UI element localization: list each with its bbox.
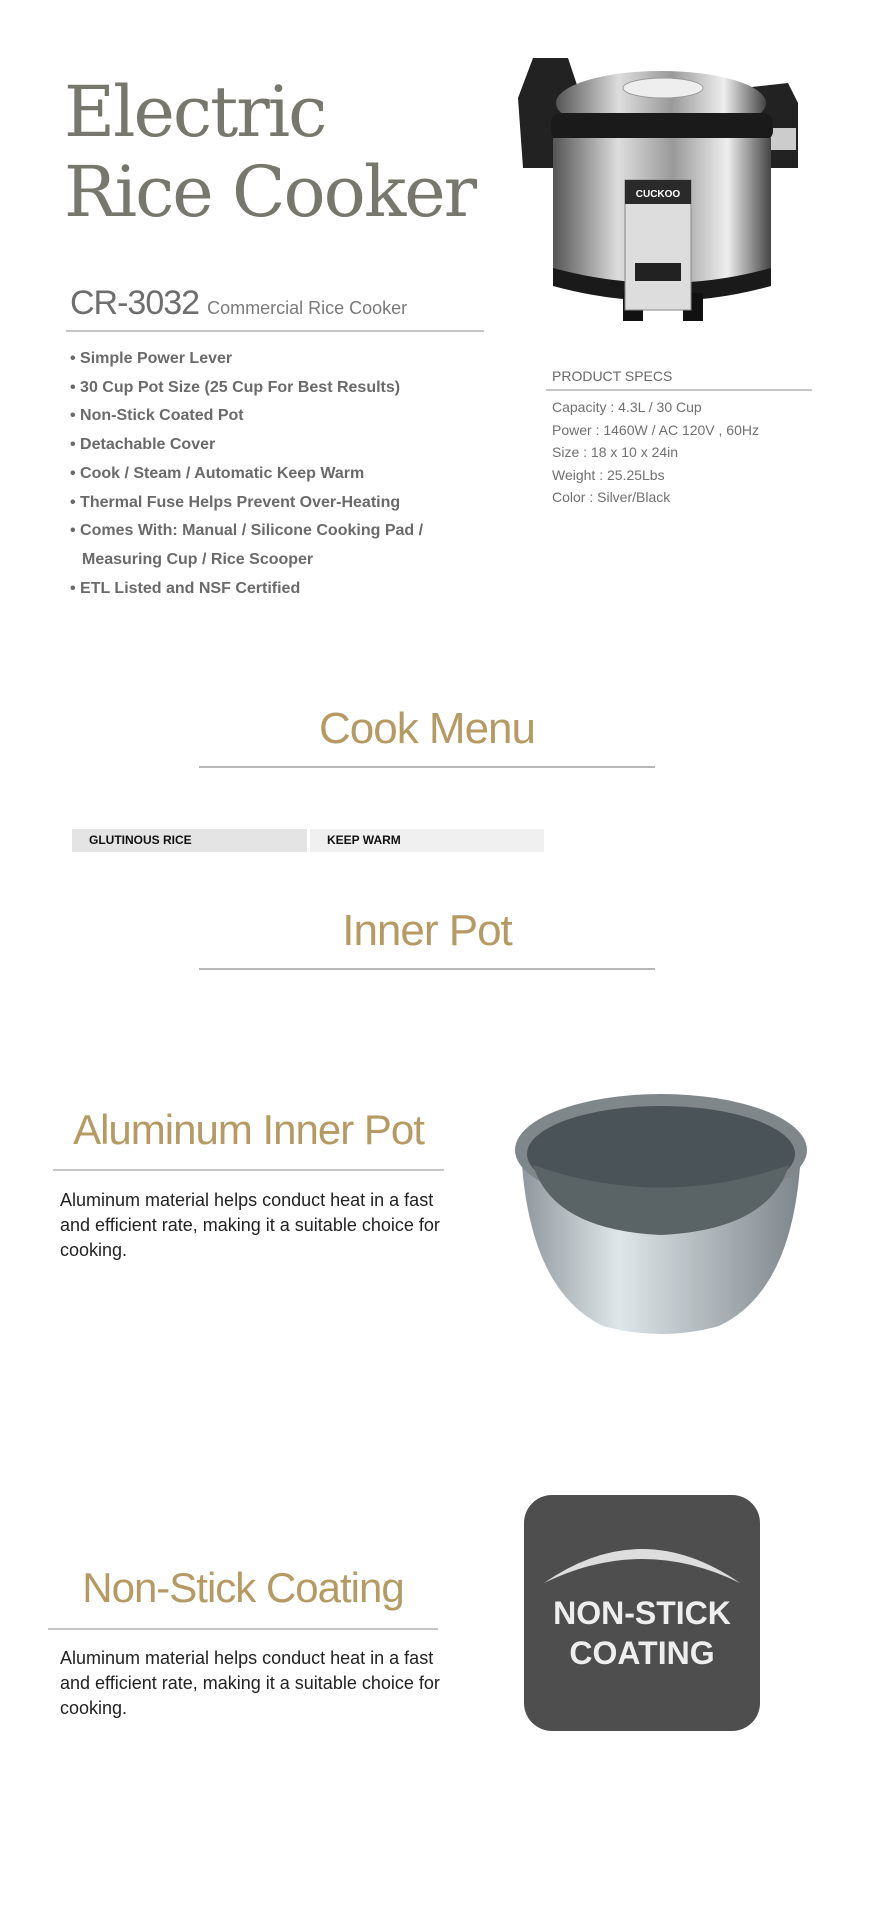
model-number: CR-3032 [70,284,200,322]
list-item: • Simple Power Lever [70,345,462,374]
rice-cooker-image [513,58,805,322]
spec-weight: Weight : 25.25Lbs [552,466,665,483]
spec-power: Power : 1460W / AC 120V , 60Hz [552,421,759,438]
divider [66,330,484,332]
list-item: • ETL Listed and NSF Certified [70,575,462,604]
badge-line-1: NON-STICK [553,1595,731,1631]
spec-capacity: Capacity : 4.3L / 30 Cup [552,399,702,415]
divider [199,968,655,970]
list-item: • Detachable Cover [70,431,462,460]
divider [546,389,812,391]
inner-pot-heading: Inner Pot [342,906,512,955]
list-item: • Cook / Steam / Automatic Keep Warm [70,460,462,489]
divider [48,1628,438,1630]
badge-line-2: COATING [569,1635,715,1671]
list-item: • Comes With: Manual / Silicone Cooking Pad / Measuring Cup / Rice Scooper [70,517,462,574]
product-title: Electric Rice Cooker [64,71,476,233]
menu-item-keep-warm: KEEP WARM [310,829,544,852]
specs-list [552,396,759,509]
spec-size: Size : 18 x 10 x 24in [552,444,679,460]
specs-heading: PRODUCT SPECS [552,368,673,384]
brand-logo: CUCKOO [635,189,681,200]
list-item: • Non-Stick Coated Pot [70,402,462,431]
feature-list [70,345,462,603]
divider [199,766,655,768]
non-stick-heading: Non-Stick Coating [82,1564,404,1611]
non-stick-description: Aluminum material helps conduct heat in a fast and efficient rate, making it a suitable choice for cooking. [60,1648,440,1718]
aluminum-pot-heading: Aluminum Inner Pot [73,1106,424,1153]
model-subtitle: Commercial Rice Cooker [207,298,408,318]
list-item: • 30 Cup Pot Size (25 Cup For Best Results) [70,374,462,403]
arc-icon [542,1535,742,1585]
cook-menu-heading: Cook Menu [318,704,535,753]
model-heading [70,284,407,323]
list-item: • Thermal Fuse Helps Prevent Over-Heating [70,489,462,518]
inner-pot-image [513,1090,809,1336]
aluminum-pot-description: Aluminum material helps conduct heat in a fast and efficient rate, making it a suitable choice for cooking. [60,1190,440,1260]
menu-item-glutinous-rice: GLUTINOUS RICE [72,829,307,852]
non-stick-badge [524,1495,760,1731]
divider [53,1169,444,1171]
spec-color: Color : Silver/Black [552,489,671,505]
